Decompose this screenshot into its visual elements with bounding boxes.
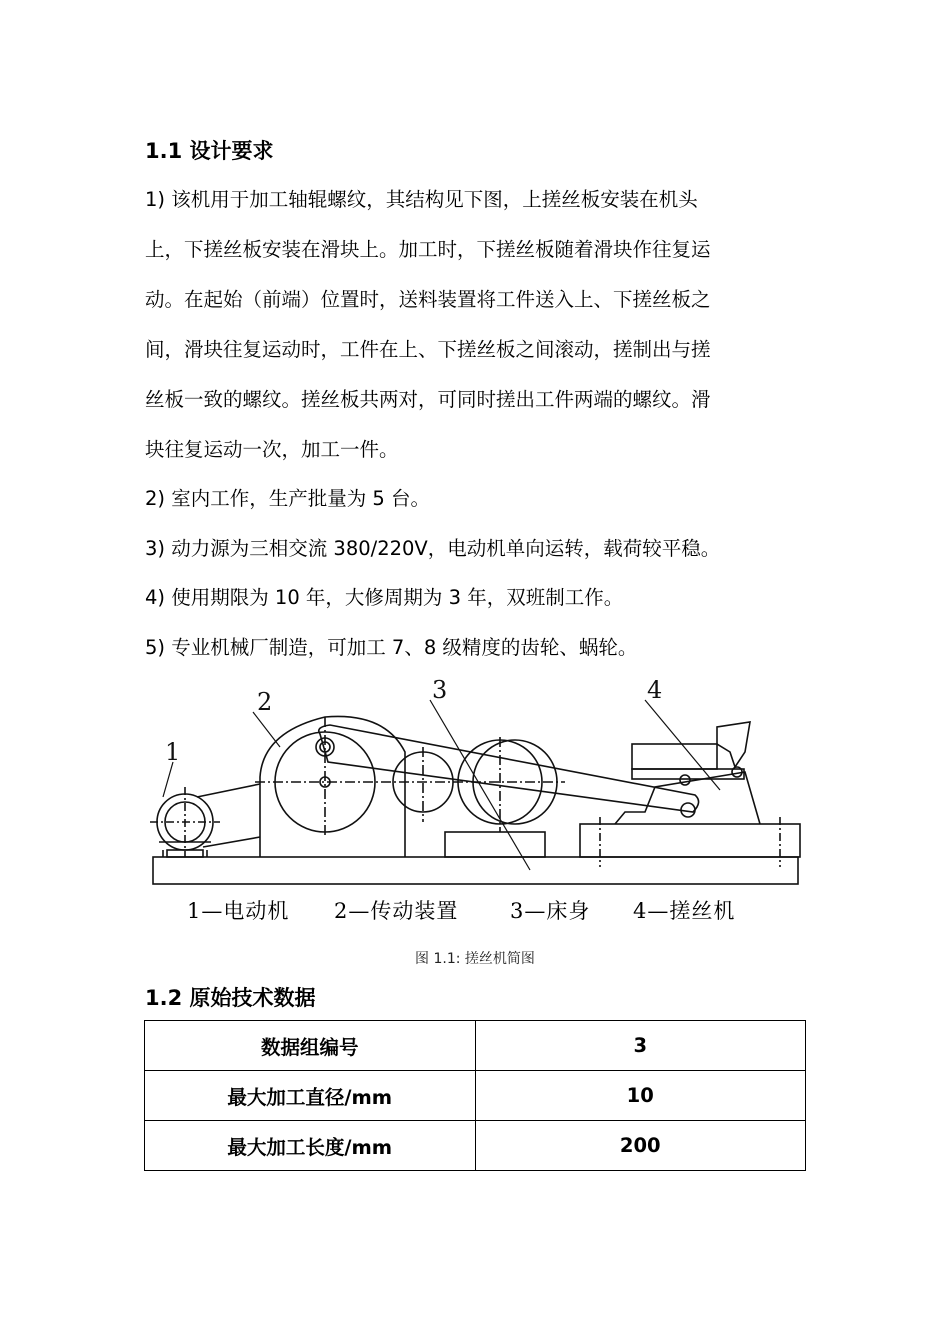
machine-bed (153, 857, 798, 884)
table-row (145, 1071, 806, 1121)
table-row (145, 1121, 806, 1171)
figure-caption: 图 1.1: 搓丝机简图 (415, 951, 535, 967)
table-cell-label: 最大加工直径/mm (145, 1071, 476, 1121)
table-cell-label: 最大加工长度/mm (145, 1121, 476, 1171)
paragraph-line: 丝板一致的螺纹。搓丝板共两对，可同时搓出工件两端的螺纹。滑 (145, 388, 711, 411)
callout-1: 1 (165, 738, 181, 766)
callout-leaders (163, 700, 720, 870)
transmission-sketch (255, 716, 565, 857)
requirement-item-2: 2) 室内工作，生产批量为 5 台。 (145, 487, 431, 510)
callout-4: 4 (647, 676, 663, 704)
callout-3: 3 (432, 676, 448, 704)
paragraph-line: 动。在起始（前端）位置时，送料装置将工件送入上、下搓丝板之 (145, 288, 711, 311)
section-heading-1-2: 1.2 原始技术数据 (145, 986, 316, 1010)
technical-data-table (144, 1020, 806, 1171)
paragraph-line: 间，滑块往复运动时，工件在上、下搓丝板之间滚动，搓制出与搓 (145, 338, 711, 361)
legend-bed: 3—床身 (510, 899, 591, 923)
section-heading-1-1: 1.1 设计要求 (145, 139, 274, 163)
requirement-item-1 (145, 175, 805, 475)
paragraph-line: 块往复运动一次，加工一件。 (145, 438, 399, 461)
thread-rolling-machine-diagram (145, 672, 805, 927)
connecting-rod-sketch (319, 725, 699, 817)
table-row (145, 1021, 806, 1071)
table-cell-label: 数据组编号 (145, 1021, 476, 1071)
legend-rolling-machine: 4—搓丝机 (633, 899, 736, 923)
table-cell-value: 10 (475, 1071, 806, 1121)
requirement-item-4: 4) 使用期限为 10 年，大修周期为 3 年，双班制工作。 (145, 586, 624, 609)
legend-motor: 1—电动机 (187, 899, 290, 923)
paragraph-line: 上，下搓丝板安装在滑块上。加工时，下搓丝板随着滑块作往复运 (145, 238, 711, 261)
requirement-item-3: 3) 动力源为三相交流 380/220V，电动机单向运转，载荷较平稳。 (145, 537, 721, 560)
legend-transmission: 2—传动装置 (334, 899, 459, 923)
table-cell-value: 200 (475, 1121, 806, 1171)
callout-2: 2 (257, 688, 273, 716)
table-cell-value: 3 (475, 1021, 806, 1071)
requirement-item-5: 5) 专业机械厂制造，可加工 7、8 级精度的齿轮、蜗轮。 (145, 636, 638, 659)
paragraph-line: 1) 该机用于加工轴辊螺纹，其结构见下图，上搓丝板安装在机头 (145, 188, 698, 211)
